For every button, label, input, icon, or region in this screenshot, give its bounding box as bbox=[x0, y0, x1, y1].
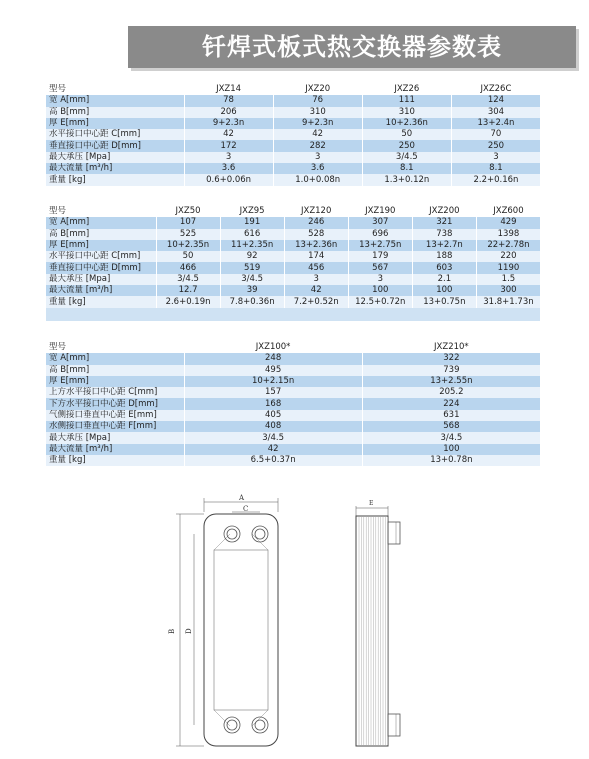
table-cell: JXZ26 bbox=[362, 84, 451, 95]
table-cell: 8.1 bbox=[451, 163, 540, 174]
table-cell: JXZ26C bbox=[451, 84, 540, 95]
side-port-top bbox=[388, 522, 400, 544]
table-row bbox=[46, 118, 541, 129]
table-cell: JXZ20 bbox=[273, 84, 362, 95]
table-cell: 631 bbox=[362, 410, 540, 421]
row-label: 厚 E[mm] bbox=[46, 240, 156, 251]
table-row bbox=[46, 410, 541, 421]
table-cell: 13+2.7n bbox=[412, 240, 476, 251]
table-cell: 282 bbox=[273, 140, 362, 151]
table-cell: 12.5+0.72n bbox=[348, 296, 412, 307]
table-cell: 429 bbox=[476, 217, 540, 228]
table-cell: 3/4.5 bbox=[220, 274, 284, 285]
row-label: 垂直接口中心距 D[mm] bbox=[46, 262, 156, 273]
table-cell: 13+2.75n bbox=[348, 240, 412, 251]
port-top-right bbox=[252, 526, 268, 542]
table-cell: 3 bbox=[273, 152, 362, 163]
row-label: 高 B[mm] bbox=[46, 229, 156, 240]
table-cell: 172 bbox=[184, 140, 273, 151]
table-cell: 42 bbox=[184, 129, 273, 140]
table-cell: 10+2.36n bbox=[362, 118, 451, 129]
table-cell: 616 bbox=[220, 229, 284, 240]
table-cell: 42 bbox=[273, 129, 362, 140]
table-row bbox=[46, 353, 541, 364]
table-cell: 78 bbox=[184, 95, 273, 106]
table-cell: 3.6 bbox=[273, 163, 362, 174]
table-cell: 1190 bbox=[476, 262, 540, 273]
table-cell: 42 bbox=[184, 444, 362, 455]
table-cell: 100 bbox=[362, 444, 540, 455]
table-row bbox=[46, 217, 541, 228]
table-cell: 10+2.35n bbox=[156, 240, 220, 251]
table-cell: 603 bbox=[412, 262, 476, 273]
table-cell: 50 bbox=[362, 129, 451, 140]
table-cell: 12.7 bbox=[156, 285, 220, 296]
table-cell: 1.0+0.08n bbox=[273, 174, 362, 185]
table-cell: 205.2 bbox=[362, 387, 540, 398]
table-row bbox=[46, 376, 541, 387]
row-label: 最大流量 [m³/h] bbox=[46, 285, 156, 296]
table-cell: 3/4.5 bbox=[362, 432, 540, 443]
row-label: 垂直接口中心距 D[mm] bbox=[46, 140, 184, 151]
table-cell: 31.8+1.73n bbox=[476, 296, 540, 307]
table-cell: 3 bbox=[348, 274, 412, 285]
row-label: 宽 A[mm] bbox=[46, 95, 184, 106]
table-cell: 2.6+0.19n bbox=[156, 296, 220, 307]
table-cell: 188 bbox=[412, 251, 476, 262]
table-cell: 3/4.5 bbox=[156, 274, 220, 285]
table-row bbox=[46, 274, 541, 285]
table-row bbox=[46, 251, 541, 262]
front-view bbox=[176, 498, 278, 746]
title-banner bbox=[128, 26, 576, 68]
table-cell: 220 bbox=[476, 251, 540, 262]
row-label: 型号 bbox=[46, 206, 156, 217]
table-cell: 70 bbox=[451, 129, 540, 140]
table-cell: 250 bbox=[451, 140, 540, 151]
table-cell: 124 bbox=[451, 95, 540, 106]
table-cell: 456 bbox=[284, 262, 348, 273]
table-cell: 11+2.35n bbox=[220, 240, 284, 251]
table-cell: 405 bbox=[184, 410, 362, 421]
table-cell: 7.2+0.52n bbox=[284, 296, 348, 307]
table-cell: 1.3+0.12n bbox=[362, 174, 451, 185]
table-cell: JXZ14 bbox=[184, 84, 273, 95]
table-row bbox=[46, 296, 541, 307]
table-cell: 519 bbox=[220, 262, 284, 273]
row-label: 高 B[mm] bbox=[46, 107, 184, 118]
table-cell: 310 bbox=[273, 107, 362, 118]
table-cell: 3 bbox=[184, 152, 273, 163]
table-cell: 3/4.5 bbox=[362, 152, 451, 163]
table-row bbox=[46, 398, 541, 409]
table-cell: 1398 bbox=[476, 229, 540, 240]
table-cell: 100 bbox=[412, 285, 476, 296]
row-label: 厚 E[mm] bbox=[46, 118, 184, 129]
table-cell: 50 bbox=[156, 251, 220, 262]
table-cell: 3 bbox=[451, 152, 540, 163]
table-row bbox=[46, 95, 541, 106]
table-cell: 466 bbox=[156, 262, 220, 273]
table-cell: 76 bbox=[273, 95, 362, 106]
port-bottom-right bbox=[252, 717, 268, 733]
table-cell: 568 bbox=[362, 421, 540, 432]
spec-table-2 bbox=[46, 206, 541, 321]
table-cell: 322 bbox=[362, 353, 540, 364]
table-cell: 9+2.3n bbox=[273, 118, 362, 129]
table-cell: 300 bbox=[476, 285, 540, 296]
port-top-left bbox=[224, 526, 240, 542]
table-cell: JXZ100* bbox=[184, 342, 362, 353]
side-port-bottom bbox=[388, 714, 400, 736]
dim-label-d: D bbox=[185, 628, 193, 634]
table-header-row bbox=[46, 342, 541, 353]
table-spacer-row bbox=[46, 308, 541, 321]
table-cell: 307 bbox=[348, 217, 412, 228]
table-cell: 206 bbox=[184, 107, 273, 118]
table-cell: 13+2.36n bbox=[284, 240, 348, 251]
table-cell: 408 bbox=[184, 421, 362, 432]
table-cell: 2.1 bbox=[412, 274, 476, 285]
row-label: 下方水平接口中心距 D[mm] bbox=[46, 398, 184, 409]
port-bottom-left bbox=[224, 717, 240, 733]
table-cell: 92 bbox=[220, 251, 284, 262]
table-cell: 111 bbox=[362, 95, 451, 106]
table-cell: 157 bbox=[184, 387, 362, 398]
table-cell: 13+0.75n bbox=[412, 296, 476, 307]
table-cell: 168 bbox=[184, 398, 362, 409]
table-cell: 7.8+0.36n bbox=[220, 296, 284, 307]
row-label: 水平接口中心距 C[mm] bbox=[46, 251, 156, 262]
table-cell: 738 bbox=[412, 229, 476, 240]
table-cell: 9+2.3n bbox=[184, 118, 273, 129]
table-cell: 100 bbox=[348, 285, 412, 296]
row-label: 厚 E[mm] bbox=[46, 376, 184, 387]
table-row bbox=[46, 229, 541, 240]
table-row bbox=[46, 107, 541, 118]
dim-label-e: E bbox=[369, 500, 374, 507]
row-label: 型号 bbox=[46, 342, 184, 353]
table-cell: 6.5+0.37n bbox=[184, 455, 362, 466]
table-cell: 321 bbox=[412, 217, 476, 228]
dim-label-c: C bbox=[243, 505, 249, 513]
table-cell: 696 bbox=[348, 229, 412, 240]
table-cell: JXZ600 bbox=[476, 206, 540, 217]
table-cell: 739 bbox=[362, 365, 540, 376]
row-label: 最大承压 [Mpa] bbox=[46, 274, 156, 285]
row-label: 宽 A[mm] bbox=[46, 353, 184, 364]
table-cell: 13+2.55n bbox=[362, 376, 540, 387]
dim-label-b: B bbox=[168, 628, 176, 634]
table-row bbox=[46, 444, 541, 455]
table-cell: 248 bbox=[184, 353, 362, 364]
row-label: 最大流量 [m³/h] bbox=[46, 444, 184, 455]
table-cell: 525 bbox=[156, 229, 220, 240]
table-row bbox=[46, 129, 541, 140]
table-row bbox=[46, 174, 541, 185]
row-label: 水平接口中心距 C[mm] bbox=[46, 129, 184, 140]
table-row bbox=[46, 262, 541, 273]
page-title: 钎焊式板式热交换器参数表 bbox=[202, 33, 502, 61]
table-cell: 191 bbox=[220, 217, 284, 228]
table-row bbox=[46, 285, 541, 296]
table-row bbox=[46, 163, 541, 174]
table-cell: JXZ50 bbox=[156, 206, 220, 217]
table-row bbox=[46, 152, 541, 163]
table-cell: 42 bbox=[284, 285, 348, 296]
table-cell: 3 bbox=[284, 274, 348, 285]
table-row bbox=[46, 365, 541, 376]
table-cell: 250 bbox=[362, 140, 451, 151]
table-cell: 174 bbox=[284, 251, 348, 262]
table-cell: 2.2+0.16n bbox=[451, 174, 540, 185]
table-row bbox=[46, 432, 541, 443]
table-row bbox=[46, 421, 541, 432]
table-cell: JXZ190 bbox=[348, 206, 412, 217]
table-cell: 528 bbox=[284, 229, 348, 240]
table-cell: 495 bbox=[184, 365, 362, 376]
row-label: 高 B[mm] bbox=[46, 365, 184, 376]
table-cell: JXZ120 bbox=[284, 206, 348, 217]
row-label: 最大承压 [Mpa] bbox=[46, 432, 184, 443]
table-cell: 13+0.78n bbox=[362, 455, 540, 466]
table-cell: 224 bbox=[362, 398, 540, 409]
table-cell: 567 bbox=[348, 262, 412, 273]
table-cell: 304 bbox=[451, 107, 540, 118]
side-view bbox=[356, 506, 400, 746]
table-cell: 3/4.5 bbox=[184, 432, 362, 443]
table-cell: 0.6+0.06n bbox=[184, 174, 273, 185]
row-label: 宽 A[mm] bbox=[46, 217, 156, 228]
row-label: 型号 bbox=[46, 84, 184, 95]
table-cell: 3.6 bbox=[184, 163, 273, 174]
table-row bbox=[46, 240, 541, 251]
table-cell: 8.1 bbox=[362, 163, 451, 174]
table-cell: 10+2.15n bbox=[184, 376, 362, 387]
table-cell: 13+2.4n bbox=[451, 118, 540, 129]
table-cell: JXZ200 bbox=[412, 206, 476, 217]
table-row bbox=[46, 455, 541, 466]
row-label: 最大流量 [m³/h] bbox=[46, 163, 184, 174]
table-cell: 179 bbox=[348, 251, 412, 262]
spec-table-1 bbox=[46, 84, 541, 186]
row-label: 气侧接口垂直中心距 E[mm] bbox=[46, 410, 184, 421]
row-label: 重量 [kg] bbox=[46, 174, 184, 185]
table-cell: 22+2.78n bbox=[476, 240, 540, 251]
table-cell: 107 bbox=[156, 217, 220, 228]
table-cell: JXZ210* bbox=[362, 342, 540, 353]
table-header-row bbox=[46, 84, 541, 95]
table-header-row bbox=[46, 206, 541, 217]
spec-table-3 bbox=[46, 342, 541, 466]
table-cell: JXZ95 bbox=[220, 206, 284, 217]
table-cell: 39 bbox=[220, 285, 284, 296]
table-row bbox=[46, 387, 541, 398]
row-label: 重量 [kg] bbox=[46, 296, 156, 307]
table-cell: 1.5 bbox=[476, 274, 540, 285]
heat-exchanger-drawing bbox=[160, 490, 430, 752]
row-label: 水侧接口垂直中心距 F[mm] bbox=[46, 421, 184, 432]
table-cell: 246 bbox=[284, 217, 348, 228]
row-label: 上方水平接口中心距 C[mm] bbox=[46, 387, 184, 398]
dim-label-a: A bbox=[239, 494, 245, 502]
spacer-cell bbox=[46, 308, 541, 321]
table-row bbox=[46, 140, 541, 151]
row-label: 最大承压 [Mpa] bbox=[46, 152, 184, 163]
row-label: 重量 [kg] bbox=[46, 455, 184, 466]
table-cell: 310 bbox=[362, 107, 451, 118]
